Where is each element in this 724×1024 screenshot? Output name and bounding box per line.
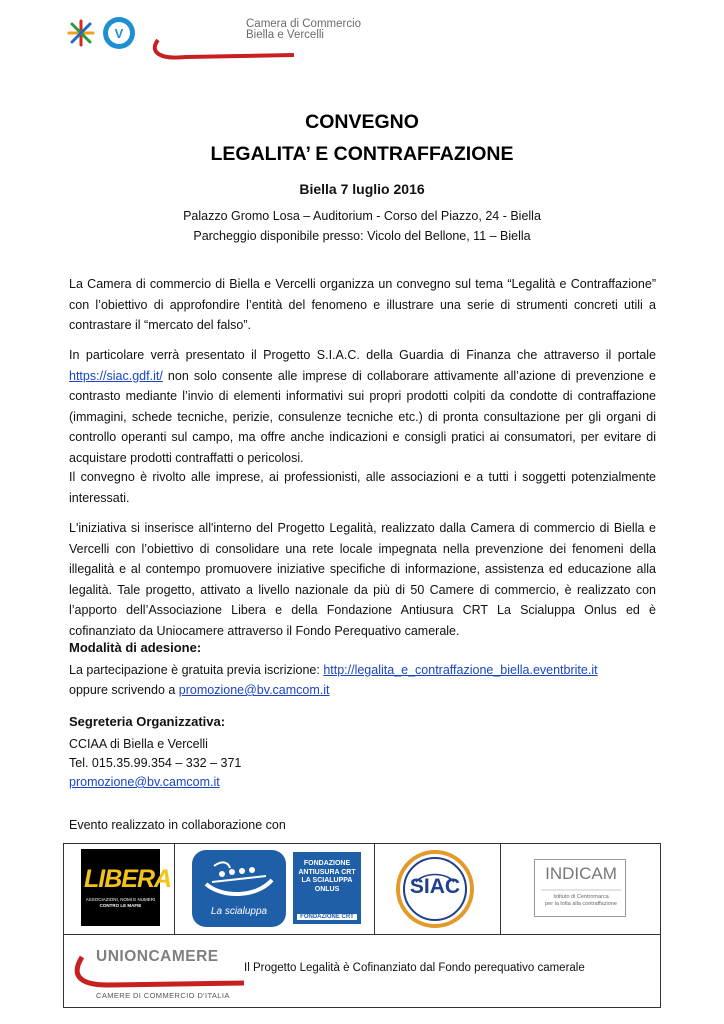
audience-paragraph: Il convegno è rivolto alle imprese, ai professionisti, alle associazioni e a tutti i soggetti potenzialmente interessati.: [69, 470, 656, 505]
chamber-of-commerce-logo: [146, 10, 362, 62]
indicam-word: INDICAM: [545, 864, 617, 883]
siac-paragraph: [69, 345, 656, 468]
cell-divider: [500, 844, 501, 934]
secretariat-phone: Tel. 015.35.99.354 – 332 – 371: [69, 756, 242, 770]
svg-text:V: V: [114, 26, 124, 41]
indicam-sub1: Istituto di Centromarca: [553, 894, 609, 900]
siac-paragraph-text-before: In particolare verrà presentato il Progetto S.I.A.C. della Guardia di Finanza che attraverso il portale: [69, 348, 656, 362]
registration-line1-text: La partecipazione è gratuita previa iscrizione:: [69, 663, 324, 677]
libera-logo: [81, 849, 172, 926]
scialuppa-label: La scialuppa: [210, 906, 268, 917]
boat-icon: [192, 850, 286, 906]
indicam-logo: [534, 859, 626, 917]
event-parking: Parcheggio disponibile presso: Vicolo del Bellone, 11 – Biella: [193, 229, 531, 243]
eventbrite-link[interactable]: http://legalita_e_contraffazione_biella.eventbrite.it: [323, 663, 598, 677]
fondazione-line4: ONLUS: [314, 885, 340, 893]
unioncamere-subtitle: CAMERE DI COMMERCIO D'ITALIA: [96, 991, 230, 1000]
registration-heading: Modalità di adesione:: [69, 640, 202, 655]
libera-word: LIBERA: [84, 865, 172, 893]
registration-line2-text: oppure scrivendo a: [69, 683, 179, 697]
fondazione-text: [293, 860, 361, 894]
siac-word: SIAC: [409, 875, 461, 898]
indicam-divider: [541, 889, 621, 891]
indicam-subtitle: [535, 894, 627, 908]
collaboration-text: Evento realizzato in collaborazione con: [69, 818, 286, 832]
cell-divider: [174, 844, 175, 934]
unioncamere-logo: [68, 939, 248, 1005]
registration-line2: [69, 683, 330, 697]
coin-emblem-icon: [102, 16, 136, 50]
chamber-name-line1: Camera di Commercio: [246, 18, 362, 30]
intro-paragraph: La Camera di commercio di Biella e Vercelli organizza un convegno sul tema “Legalità e Contraffazione” con l’obiettivo di approfondire l’entità del fenomeno e illustrare una serie di strumenti concreti utili a contrastare il “mercato del falso”.: [69, 277, 656, 332]
header-logos: [64, 10, 362, 62]
chamber-name: [246, 19, 361, 41]
project-paragraph: L'iniziativa si inserisce all'interno del Progetto Legalità, realizzato dalla Camera di commercio di Biella e Vercelli con l’obiettivo di consolidare una rete locale impegnata nella prevenzione dei fenomeni della illegalità e al contempo promuovere iniziative specifiche di informazione, assistenza ed educazione alla legalità. Tale progetto, attivato a livello nazionale da più di 50 Camere di commercio, è realizzato con l’apporto dell’Associazione Libera e della Fondazione Antiusura CRT La Scialuppa Onlus ed è cofinanziato da Uniocamere attraverso il Fondo Perequativo camerale.: [69, 521, 656, 638]
siac-logo: [394, 848, 476, 930]
title-line2: LEGALITA’ E CONTRAFFAZIONE: [210, 143, 514, 165]
secretariat-heading: Segreteria Organizzativa:: [69, 714, 226, 729]
siac-portal-link[interactable]: https://siac.gdf.it/: [69, 368, 163, 383]
secretariat-email-line: [69, 775, 220, 789]
row-divider: [64, 934, 660, 935]
libera-sub1: ASSOCIAZIONI, NOMI E NUMERI: [85, 897, 156, 902]
registration-line1: [69, 663, 598, 677]
siac-paragraph-text-after: non solo consente alle imprese di collaborare attivamente all’azione di prevenzione e contrasto mediante l’invio di elementi informativi sui propri prodotti colpiti da condotte di contraffazione (immagini, schede tecniche, perizie, consulenze tecniche etc.) di pronta consultazione per gli organi di controllo operanti sul campo, ma offre anche indicazioni e consigli pratici ai consumatori, per evitare di acquistare prodotti contraffatti o pericolosi.: [69, 368, 656, 465]
fondazione-line1: FONDAZIONE: [303, 860, 351, 867]
scialuppa-logo: [192, 850, 286, 927]
star-burst-icon: [66, 18, 96, 48]
libera-sub2: CONTRO LE MAFIE: [99, 903, 142, 908]
event-date: Biella 7 luglio 2016: [299, 181, 425, 197]
title-line1: CONVEGNO: [305, 111, 419, 133]
fondazione-foot: FONDAZIONE CRT: [297, 914, 357, 920]
fondazione-line3: LA SCIALUPPA: [301, 877, 353, 884]
fondazione-crt-logo: [293, 852, 361, 924]
libera-subtitle: [81, 897, 160, 909]
fondazione-line2: ANTIUSURA CRT: [298, 868, 356, 876]
partners-box: [63, 843, 661, 1008]
event-venue: Palazzo Gromo Losa – Auditorium - Corso del Piazzo, 24 - Biella: [183, 209, 541, 223]
registration-email-link[interactable]: promozione@bv.camcom.it: [178, 683, 330, 697]
cell-divider: [374, 844, 375, 934]
cofinanced-text: Il Progetto Legalità è Cofinanziato dal Fondo perequativo camerale: [244, 962, 585, 974]
secretariat-org: CCIAA di Biella e Vercelli: [69, 737, 208, 751]
unioncamere-name: UNIONCAMERE: [96, 948, 219, 965]
indicam-sub2: per la lotta alla contraffazione: [545, 901, 617, 907]
secretariat-email-link[interactable]: promozione@bv.camcom.it: [69, 775, 220, 789]
chamber-name-line2: Biella e Vercelli: [246, 29, 324, 41]
